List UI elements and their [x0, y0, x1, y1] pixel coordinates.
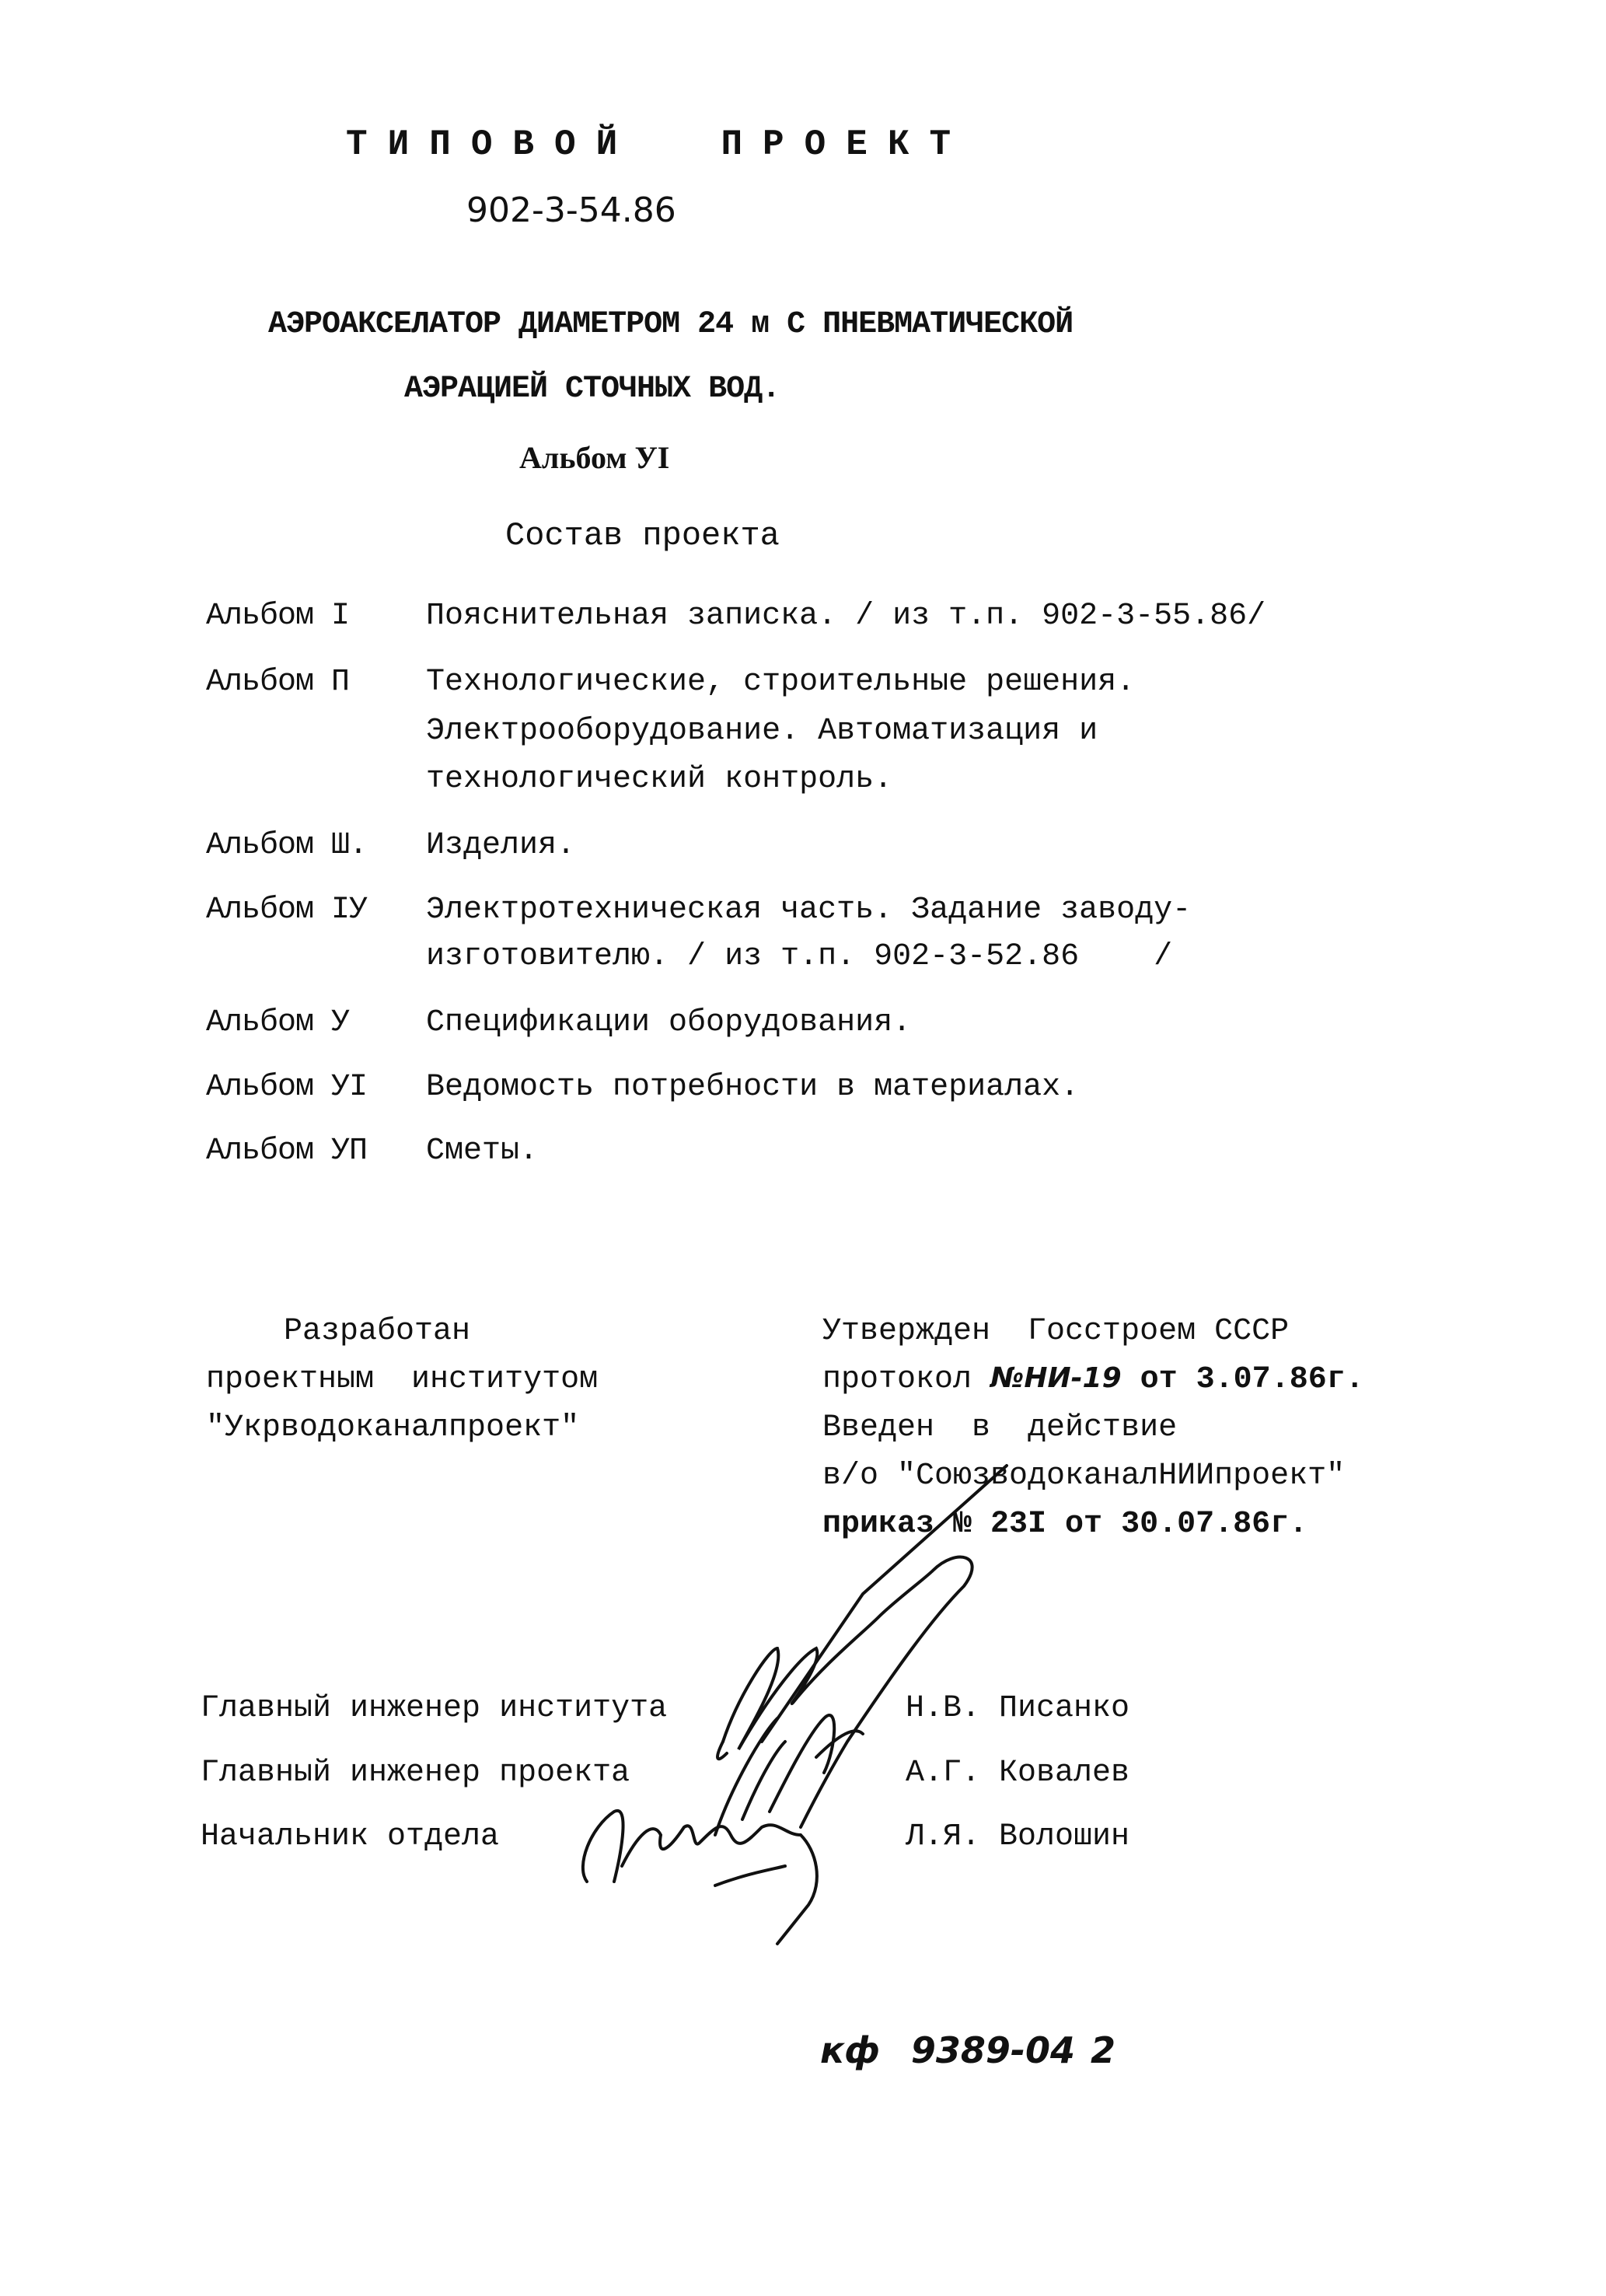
album-label: Альбом УП [206, 1134, 368, 1169]
album-description: Спецификации оборудования. [426, 1005, 912, 1040]
protocol-prefix: протокол [822, 1362, 991, 1397]
approval-line-3: Введен в действие [822, 1410, 1178, 1445]
approval-line-4: в/о "СоюзводоканалНИИпроект" [822, 1459, 1346, 1494]
album-description: Изделия. [426, 828, 576, 863]
album-description: Сметы. [426, 1134, 539, 1169]
signatory-name: Н.В. Писанко [906, 1691, 1130, 1726]
document-type-title: ТИПОВОЙ ПРОЕКТ [346, 124, 972, 165]
signatory-name: Л.Я. Волошин [906, 1819, 1130, 1854]
album-description: Технологические, строительные решения. [426, 665, 1136, 700]
album-label: Альбом П [206, 665, 350, 700]
developed-by-name: "Укрводоканалпроект" [206, 1410, 580, 1445]
subject-line-2: АЭРАЦИЕЙ СТОЧНЫХ ВОД. [404, 372, 780, 407]
approval-line-1: Утвержден Госстроем СССР [822, 1314, 1290, 1349]
signatory-name: А.Г. Ковалев [906, 1756, 1130, 1791]
album-description: технологический контроль. [426, 762, 893, 797]
protocol-number-handwritten: №НИ-19 [990, 1362, 1122, 1394]
album-label: Альбом У [206, 1005, 350, 1040]
album-label: Альбом I [206, 599, 350, 634]
developed-by-institute: проектным институтом [206, 1362, 599, 1397]
album-label: Альбом IУ [206, 893, 368, 928]
signatory-role: Главный инженер проекта [201, 1756, 630, 1791]
album-description: Пояснительная записка. / из т.п. 902-3-55.86/ [426, 599, 1266, 634]
page-number: 2 [1091, 2029, 1116, 2071]
album-description: Электротехническая часть. Задание заводу- [426, 893, 1192, 928]
approval-line-5: приказ № 23I от 30.07.86г. [822, 1507, 1308, 1542]
contents-heading: Состав проекта [505, 517, 780, 554]
album-description: изготовителю. / из т.п. 902-3-52.86 / [426, 939, 1173, 974]
archive-code [820, 2029, 1115, 2071]
album-description: Ведомость потребности в материалах. [426, 1070, 1080, 1105]
album-description: Электрооборудование. Автоматизация и [426, 714, 1098, 749]
archive-number: 9389-04 [910, 2029, 1076, 2071]
subject-line-1: АЭРОАКСЕЛАТОР ДИАМЕТРОМ 24 м С ПНЕВМАТИЧЕСКОЙ [268, 307, 1074, 342]
archive-prefix: кф [820, 2029, 880, 2071]
signatory-role: Начальник отдела [201, 1819, 500, 1854]
signatory-role: Главный инженер института [201, 1691, 668, 1726]
developed-by-label: Разработан [284, 1314, 471, 1349]
album-title: Альбом УI [519, 440, 670, 475]
protocol-date: от 3.07.86г. [1121, 1362, 1364, 1397]
album-label: Альбом УI [206, 1070, 368, 1105]
project-number: 902-3-54.86 [466, 190, 676, 230]
album-label: Альбом Ш. [206, 828, 368, 863]
